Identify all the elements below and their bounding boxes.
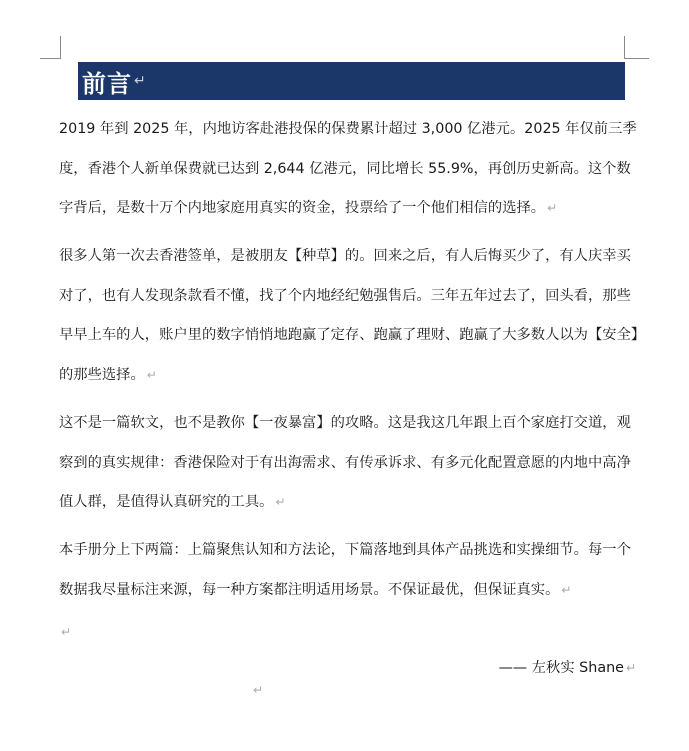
paragraph-3-text: 这不是一篇软文，也不是教你【一夜暴富】的攻略。这是我这几年跟上百个家庭打交道，观察到的真实规律：香港保险对于有出海需求、有传承诉求、有多元化配置意愿的内地中高净值人群，是值得认真研究的工具。 [59,415,631,510]
paragraph-mark-icon: ↵ [547,201,558,215]
paragraph-mark-icon: ↵ [275,495,286,509]
paragraph-1-text: 2019 年到 2025 年，内地访客赴港投保的保费累计超过 3,000 亿港元。2025 年仅前三季度，香港个人新单保费就已达到 2,644 亿港元，同比增长 55.9%，再创历史新高。这个数字背后，是数十万个内地家庭用真实的资金，投票给了一个他们相信的选择。 [59,121,637,216]
signature-line [499,657,636,677]
paragraph-4-text: 本手册分上下两篇：上篇聚焦认知和方法论，下篇落地到具体产品挑选和实操细节。每一个数据我尽量标注来源，每一种方案都注明适用场景。不保证最优，但保证真实。 [59,542,631,598]
heading-title: 前言 [82,69,132,98]
paragraph-4 [59,531,639,610]
empty-paragraph-mark-icon: ↵ [61,625,72,639]
paragraph-3 [59,404,639,523]
empty-paragraph-mark-icon: ↵ [253,683,264,697]
paragraph-mark-icon: ↵ [134,73,146,89]
paragraph-mark-icon: ↵ [561,582,572,597]
margin-corner-top-left [40,36,61,59]
signature-text: —— 左秋实 Shane [498,660,624,676]
heading-banner [78,62,625,100]
margin-corner-top-right [624,36,649,59]
paragraph-mark-icon: ↵ [625,661,636,675]
paragraph-2-text: 很多人第一次去香港签单，是被朋友【种草】的。回来之后，有人后悔买少了，有人庆幸买对了，也有人发现条款看不懂，找了个内地经纪勉强售后。三年五年过去了，回头看，那些早早上车的人，账户里的数字悄悄地跑赢了定存、跑赢了理财、跑赢了大多数人以为【安全】的那些选择。 [59,248,639,383]
paragraph-1 [59,110,639,229]
paragraph-mark-icon: ↵ [146,367,157,382]
paragraph-2 [59,237,639,395]
